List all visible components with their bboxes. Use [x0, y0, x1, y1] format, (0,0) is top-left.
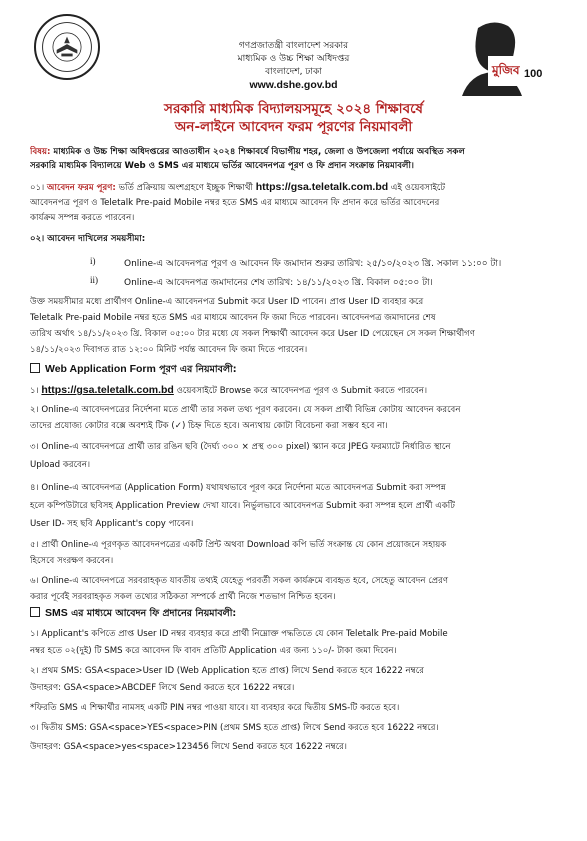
web-rule-2-line2: তাদের প্রযোজ্য কোটার বক্সে অবশ্যই টিক (✓) চিহ্ন দিতে হবে। অন্যথায় কোটা বিবেচনা করা সম্ভব হবে না। — [30, 421, 388, 431]
header-website: www.dshe.gov.bd — [249, 79, 338, 91]
item02-end-date: Online-এ আবেদনপত্র জমাদানের শেষ তারিখ: ১৪/১১/২০২৩ খ্রি. বিকাল ০৫:০০ টা। — [124, 278, 433, 288]
web-rule-6-line1: ৬। Online-এ আবেদনপত্রে সরবরাহকৃত যাবতীয় তথ্যই যেহেতু পরবর্তী সকল কার্যক্রমে ব্যবহৃত হবে, সেহেতু আবেদন প্রেরণ — [30, 576, 449, 586]
notice-title-line1: সরকারি মাধ্যমিক বিদ্যালয়সমূহে ২০২৪ শিক্ষাবর্ষে — [164, 101, 423, 117]
web-rule-6-line2: করার পূর্বেই সরবরাহকৃত সকল তথ্যের সঠিকতা সম্পর্কে প্রার্থী নিজে শতভাগ নিশ্চিত হবেন। — [30, 592, 336, 602]
web-rule-4-line3: User ID- সহ ছবি Applicant's copy পাবেন। — [30, 519, 194, 529]
sms-rules-heading: SMS এর মাধ্যমে আবেদন ফি প্রদানের নিয়মাবলী: — [30, 607, 560, 622]
web-rules-heading: Web Application Form পূরণ এর নিয়মাবলী: — [30, 363, 560, 378]
item02-para-line3: তারিখ অর্থাৎ ১৪/১১/২০২৩ খ্রি. বিকাল ০৫:০০ টার মধ্যে যে সকল শিক্ষার্থী আবেদন করে User ID পেয়েছেন সে সকল শিক্ষার্থীগণ — [30, 329, 475, 339]
web-rule-3-line1: ৩। Online-এ আবেদনপত্রে প্রার্থী তার রঙিন ছবি (দৈর্ঘ্য ৩০০ × প্রস্থ ৩০০ pixel) স্ক্যান করে JPEG ফরম্যাটে নির্ধারিত স্থানে — [30, 442, 451, 452]
header-directorate: মাধ্যমিক ও উচ্চ শিক্ষা অধিদপ্তর — [237, 54, 350, 64]
item02-para-line1: উক্ত সময়সীমার মধ্যে প্রার্থীগণ Online-এ আবেদনপত্র Submit করে User ID পাবেন। প্রাপ্ত User ID ব্যবহার করে — [30, 297, 424, 307]
web-rule-5-line2: হিসেবে সংরক্ষণ করবেন। — [30, 556, 114, 566]
web-rule-2-line1: ২। Online-এ আবেদনপত্রের নির্দেশনা মতে প্রার্থী তার সকল তথ্য পূরণ করবেন। যে সকল প্রার্থী বিভিন্ন কোটায় আবেদন করবেন — [30, 405, 461, 415]
mujib-logo-number: 100 — [524, 68, 543, 80]
sms-rule-3-line2: উদাহরণ: GSA<space>yes<space>123456 লিখে Send করতে হবে 16222 নম্বরে। — [30, 742, 347, 752]
checkbox-icon — [30, 607, 40, 617]
item02-ii-num: ii) — [90, 275, 98, 285]
item02-i-num: i) — [90, 256, 96, 266]
web-rule-3-line2: Upload করবেন। — [30, 460, 91, 470]
web-rule-4-line1: ৪। Online-এ আবেদনপত্র (Application Form) যথাযথভাবে পূরণ করে নির্দেশনা মতে আবেদনপত্র Submit করা সম্পন্ন — [30, 483, 446, 493]
item02-start-date: Online-এ আবেদনপত্র পূরণ ও আবেদন ফি জমাদান শুরুর তারিখ: ২৫/১০/২০২৩ খ্রি. সকাল ১১:০০ টা। — [124, 259, 502, 269]
web-rule-1: ১। https://gsa.teletalk.com.bd ওয়েবসাইটে Browse করে আবেদনপত্র পূরণ ও Submit করতে পারবেন। — [30, 384, 428, 396]
subject-label: বিষয়: — [30, 147, 51, 157]
sms-rule-1-line2: নম্বর হতে ০২(দুই) টি SMS করে আবেদন ফি বাবদ প্রতিটি Application এর জন্য ১১০/- টাকা জমা দিবেন। — [30, 646, 397, 656]
item02-para-line2: Teletalk Pre-paid Mobile নম্বর হতে SMS এর মাধ্যমে আবেদন ফি জমা দিতে পারবেন। আবেদনপত্র জমাদানের শেষ — [30, 313, 436, 323]
sms-note: *ফিরতি SMS এ শিক্ষার্থীর নামসহ একটি PIN নম্বর পাওয়া যাবে। যা ব্যবহার করে দ্বিতীয় SMS-টি করতে হবে। — [30, 703, 400, 713]
item01-line1: ০১। আবেদন ফরম পূরণ: ভর্তি প্রক্রিয়ায় অংশগ্রহণে ইচ্ছুক শিক্ষার্থী https://gsa.teletalk.com.bd এই ওয়েবসাইটে — [30, 181, 446, 193]
web-rule-5-line1: ৫। প্রার্থী Online-এ পূরণকৃত আবেদনপত্রের একটি প্রিন্ট অথবা Download কপি ভর্তি সংক্রান্ত যে কোন প্রয়োজনে সহায়ক — [30, 540, 447, 550]
sms-rule-3-line1: ৩। দ্বিতীয় SMS: GSA<space>YES<space>PIN (প্রথম SMS হতে প্রাপ্ত) লিখে Send করতে হবে 16222 নম্বরে। — [30, 723, 439, 733]
sms-rule-2-line1: ২। প্রথম SMS: GSA<space>User ID (Web Application হতে প্রাপ্ত) লিখে Send করতে হবে 16222 নম্বরে — [30, 666, 424, 676]
item01-line2: আবেদনপত্র পূরণ ও Teletalk Pre-paid Mobile নম্বর হতে SMS এর মাধ্যমে আবেদন ফি প্রদান করে ভর্তির আবেদনের — [30, 198, 440, 208]
item01-label: আবেদন ফরম পূরণ: — [46, 183, 116, 193]
subject-line2: সরকারি মাধ্যমিক বিদ্যালয়ে Web ও SMS এর মাধ্যমে ভর্তির আবেদনপত্র পূরণ ও ফি প্রদান সংক্রান্ত নিয়মাবলী। — [30, 161, 414, 171]
item02-label: ০২। আবেদন দাখিলের সময়সীমা: — [30, 234, 146, 244]
header-location: বাংলাদেশ, ঢাকা — [265, 67, 322, 77]
checkbox-icon — [30, 363, 40, 373]
gsa-website-link[interactable]: https://gsa.teletalk.com.bd — [255, 181, 389, 193]
item01-line3: কার্যক্রম সম্পন্ন করতে পারবেন। — [30, 213, 135, 223]
web-rule-4-line2: হলে কম্পিউটারে ছবিসহ Application Preview দেখা যাবে। নির্ভুলভাবে আবেদনপত্র Submit করা সম্পন্ন হলে প্রার্থী একটি — [30, 501, 455, 511]
subject-line1: বিষয়: মাধ্যমিক ও উচ্চ শিক্ষা অধিদপ্তরের আওতাধীন ২০২৪ শিক্ষাবর্ষে বিভাগীয় শহর, জেলা ও উপজেলা পর্যায়ে অবস্থিত সকল — [30, 147, 465, 157]
mujib-logo-text: মুজিব — [492, 63, 520, 77]
gsa-website-link-2[interactable]: https://gsa.teletalk.com.bd — [41, 384, 174, 396]
sms-rule-2-line2: উদাহরণ: GSA<space>ABCDEF লিখে Send করতে হবে 16222 নম্বরে। — [30, 683, 295, 693]
item02-para-line4: ১৪/১১/২০২৩ দিবাগত রাত ১২:০০ মিনিট পর্যন্ত আবেদন ফি জমা দিতে পারবেন। — [30, 345, 308, 355]
sms-rule-1-line1: ১। Applicant's কপিতে প্রাপ্ত User ID নম্বর ব্যবহার করে প্রার্থী নিম্নোক্ত পদ্ধতিতে যে কোন Teletalk Pre-paid Mobile — [30, 629, 448, 639]
header-government: গণপ্রজাতন্ত্রী বাংলাদেশ সরকার — [238, 41, 349, 51]
dshe-seal-logo — [34, 14, 100, 80]
notice-title-line2: অন-লাইনে আবেদন ফরম পূরণের নিয়মাবলী — [174, 119, 413, 135]
